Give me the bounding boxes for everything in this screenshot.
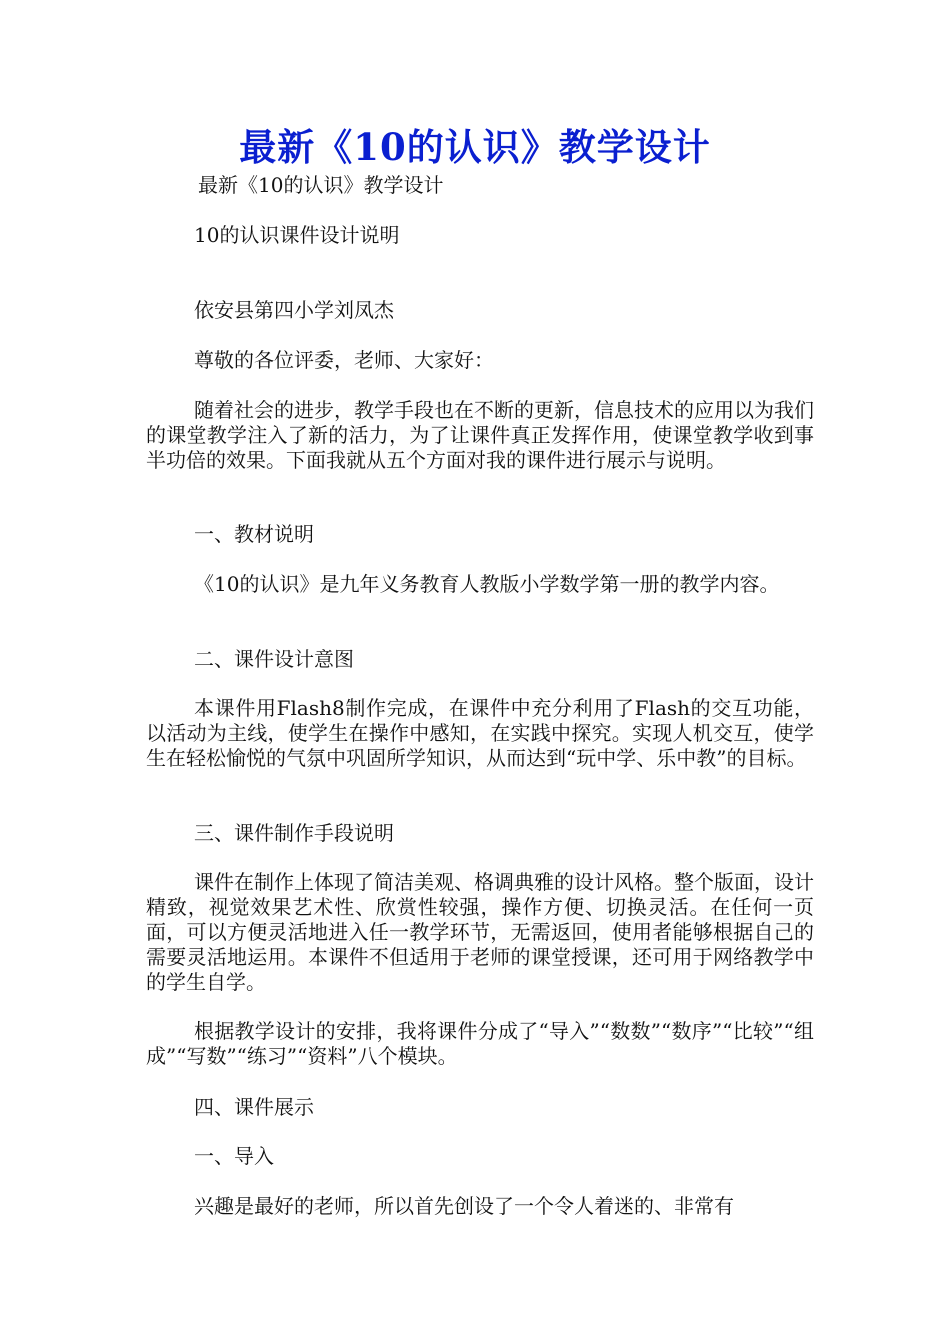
- paragraph-production: 课件在制作上体现了简洁美观、格调典雅的设计风格。整个版面，设计精致，视觉效果艺术性、欣赏性较强，操作方便、切换灵活。在任何一页面，可以方便灵活地进入任一教学环节，无需返回，使用者能够根据自己的需要灵活地运用。本课件不但适用于老师的课堂授课，还可用于网络教学中的学生自学。: [146, 870, 814, 994]
- paragraph-courseware-title: 10的认识课件设计说明: [194, 223, 400, 247]
- paragraph-heading-production: 三、课件制作手段说明: [194, 821, 394, 845]
- paragraph-materials: 《10的认识》是九年义务教育人教版小学数学第一册的教学内容。: [194, 572, 780, 596]
- paragraph-greeting: 尊敬的各位评委，老师、大家好：: [194, 348, 494, 372]
- paragraph-heading-intro: 一、导入: [194, 1144, 274, 1168]
- paragraph-heading-intent: 二、课件设计意图: [194, 647, 354, 671]
- paragraph-heading-materials: 一、教材说明: [194, 522, 314, 546]
- paragraph-intro: 随着社会的进步，教学手段也在不断的更新，信息技术的应用以为我们的课堂教学注入了新的活力，为了让课件真正发挥作用，使课堂教学收到事半功倍的效果。下面我就从五个方面对我的课件进行展示与说明。: [146, 398, 814, 472]
- document-subtitle: 最新《10的认识》教学设计: [198, 173, 444, 197]
- paragraph-interest: 兴趣是最好的老师，所以首先创设了一个令人着迷的、非常有: [194, 1194, 734, 1218]
- paragraph-modules: 根据教学设计的安排，我将课件分成了“导入”“数数”“数序”“比较”“组成”“写数”“练习”“资料”八个模块。: [146, 1019, 814, 1068]
- paragraph-heading-showcase: 四、课件展示: [194, 1095, 314, 1119]
- document-title: 最新《10的认识》教学设计: [239, 125, 711, 169]
- paragraph-intent: 本课件用Flash8制作完成，在课件中充分利用了Flash的交互功能，以活动为主线，使学生在操作中感知，在实践中探究。实现人机交互，使学生在轻松愉悦的气氛中巩固所学知识，从而达到“玩中学、乐中教”的目标。: [146, 696, 814, 770]
- paragraph-author: 依安县第四小学刘凤杰: [194, 298, 394, 322]
